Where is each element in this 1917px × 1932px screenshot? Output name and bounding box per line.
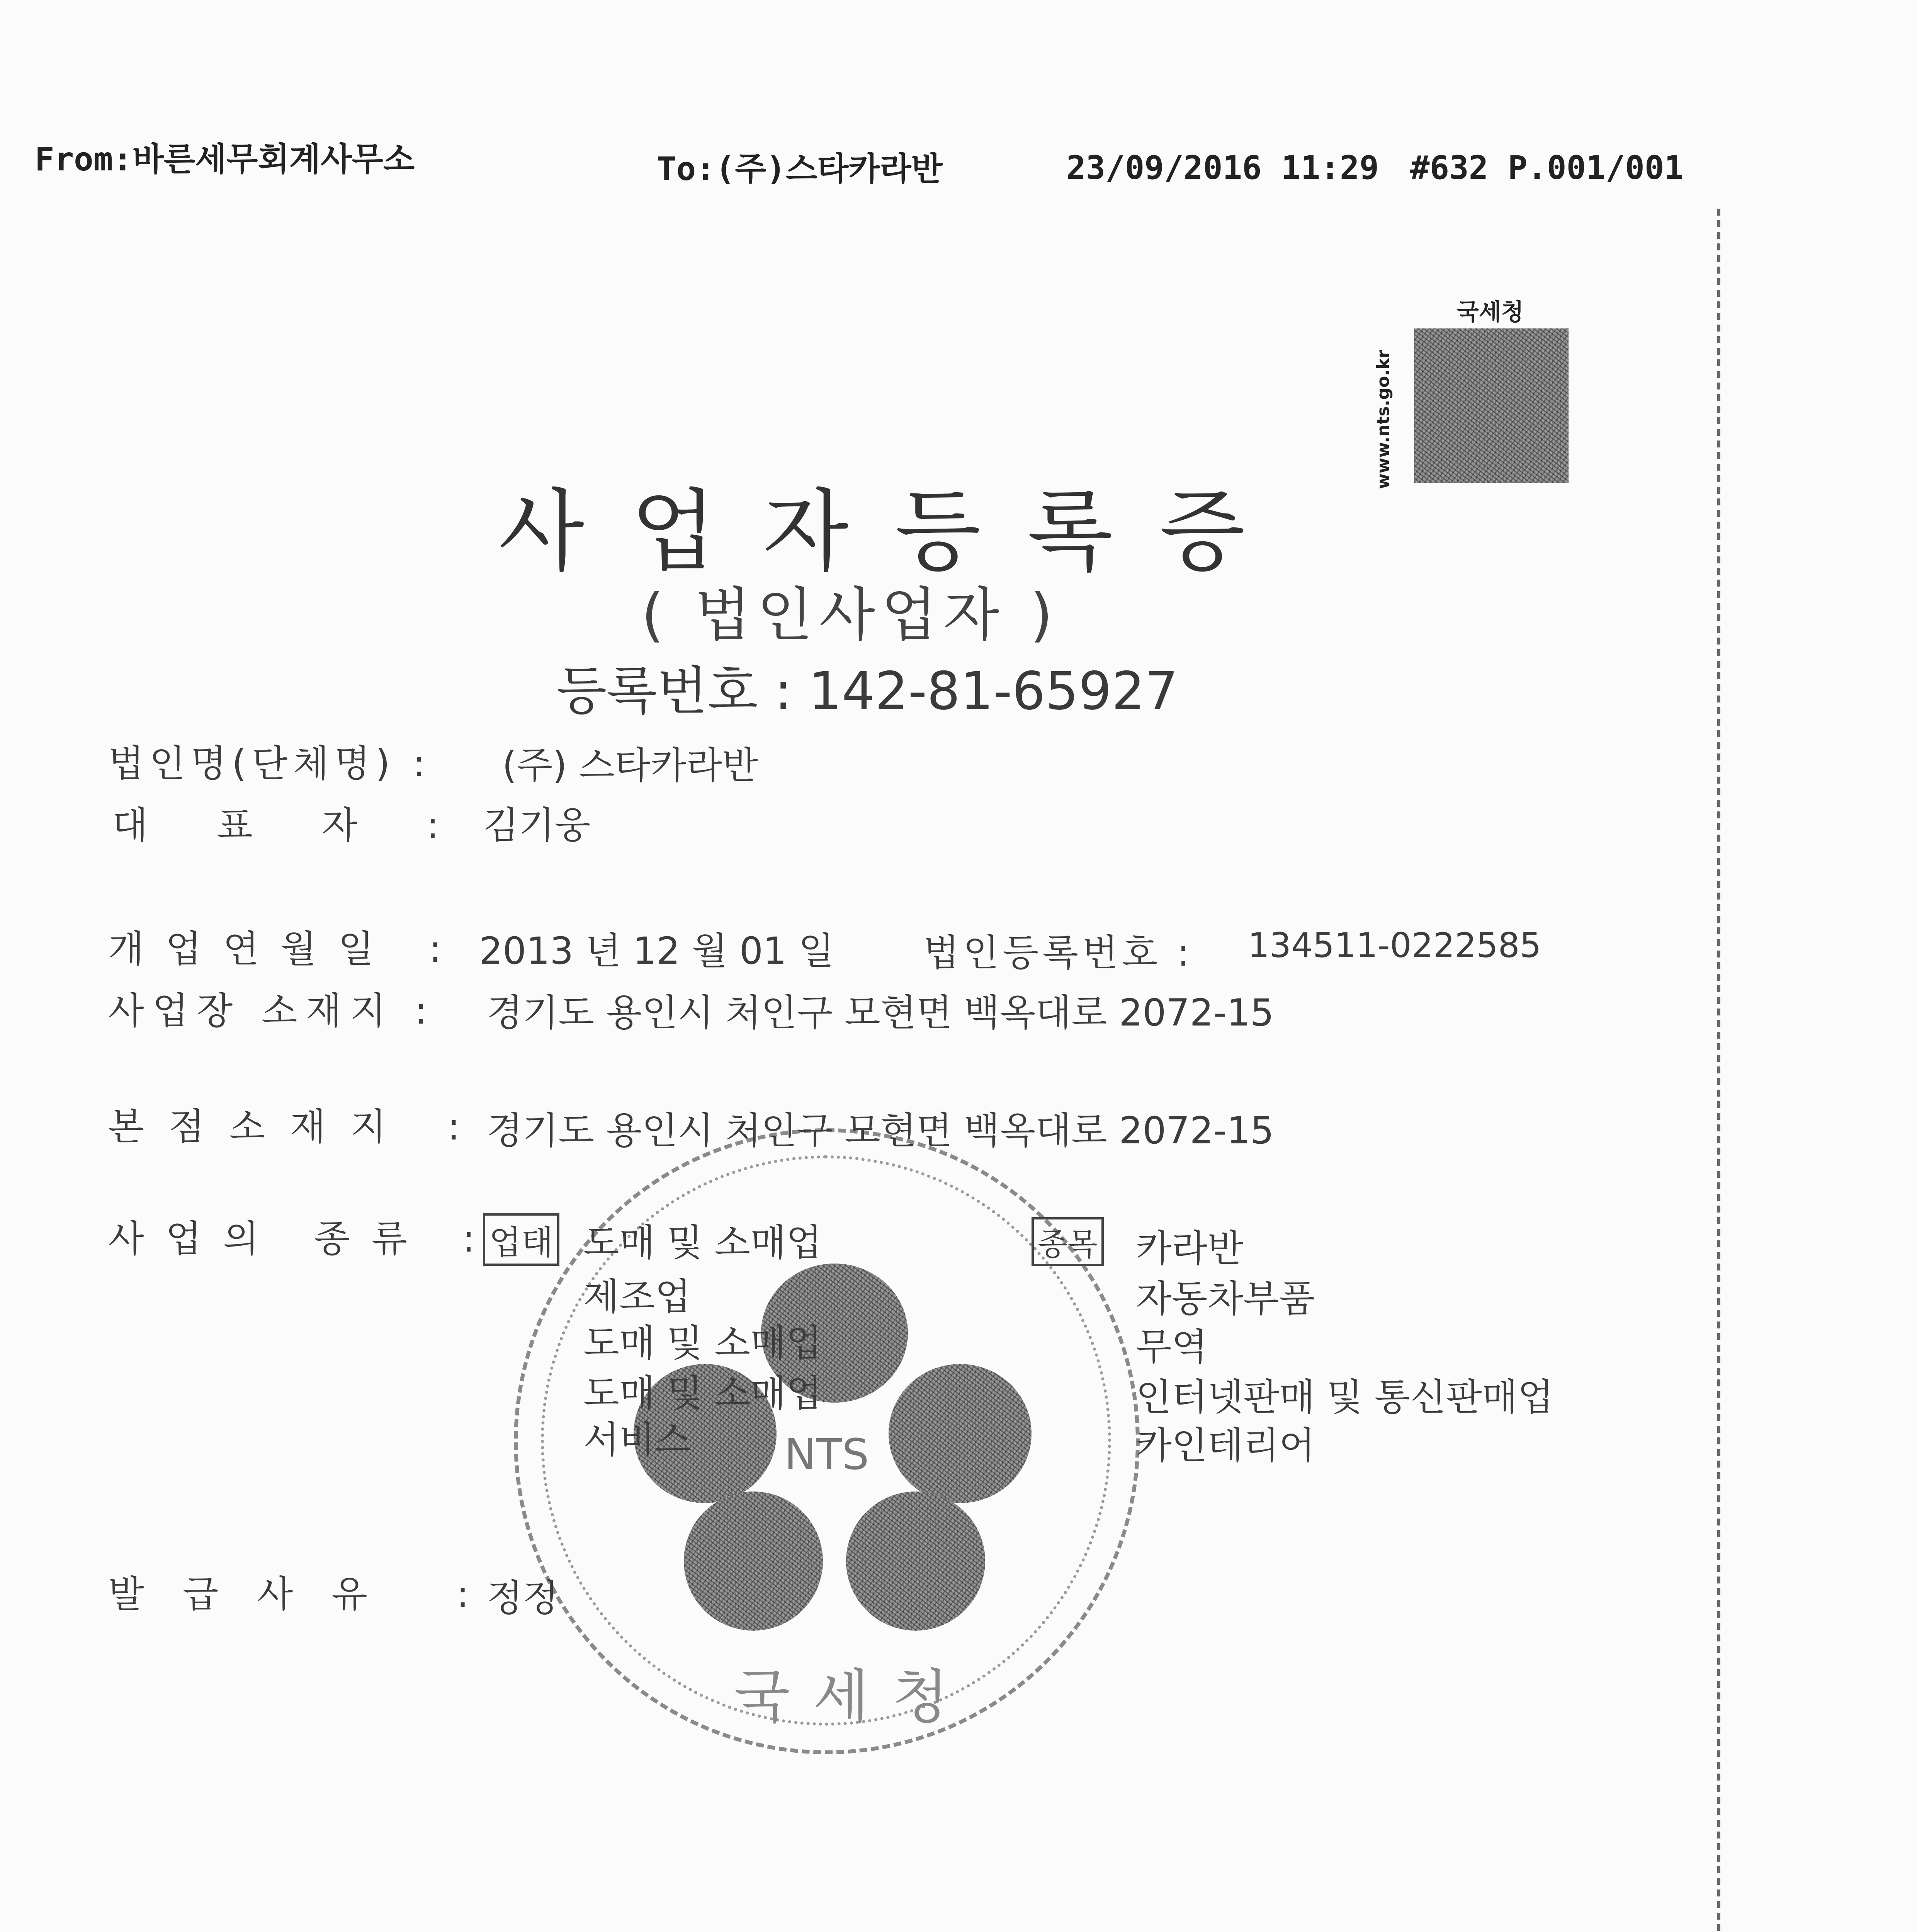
biz-address-label: 사업장 소재지 : xyxy=(108,989,436,1032)
business-type-1: 도매 및 소매업 xyxy=(583,1221,822,1264)
fax-from: From:바른세무회계사무소 xyxy=(35,140,415,178)
fax-page: #632 P.001/001 xyxy=(1410,149,1684,187)
ceo-label: 대 표 자 : xyxy=(112,804,468,847)
business-type-2: 제조업 xyxy=(583,1275,691,1318)
open-date-label: 개업연월일 : xyxy=(108,927,463,971)
qr-url: www.nts.go.kr xyxy=(1373,350,1393,489)
item-2: 자동차부품 xyxy=(1136,1277,1315,1320)
item-1: 카라반 xyxy=(1136,1227,1244,1270)
ceo-name: 김기웅 xyxy=(483,804,591,847)
corp-name: (주) 스타카라반 xyxy=(502,744,758,787)
reg-number: 142-81-65927 xyxy=(808,661,1178,721)
issue-reason-label: 발급사유 : xyxy=(108,1573,508,1616)
watermark-latin: NTS xyxy=(784,1430,869,1479)
item-5: 카인테리어 xyxy=(1136,1424,1315,1467)
item-tag: 종목 xyxy=(1032,1217,1104,1266)
business-type-4: 도매 및 소매업 xyxy=(583,1372,822,1415)
blossom-petal-bottom-right xyxy=(846,1492,985,1631)
qr-agency-label: 국세청 xyxy=(1456,299,1524,326)
blossom-petal-right xyxy=(889,1364,1032,1503)
biz-type-label: 사업의 종류 : xyxy=(108,1217,497,1260)
hq-address-label: 본점소재지 : xyxy=(108,1105,485,1148)
open-date: 2013 년 12 월 01 일 xyxy=(479,929,834,973)
item-3: 무역 xyxy=(1136,1325,1208,1369)
blossom-petal-bottom-left xyxy=(684,1492,823,1631)
document-subtitle: ( 법인사업자 ) xyxy=(641,582,1059,649)
reg-number-label: 등록번호 : xyxy=(556,661,792,721)
biz-address: 경기도 용인시 처인구 모현면 백옥대로 2072-15 xyxy=(487,991,1274,1034)
qr-block xyxy=(1368,294,1584,495)
corp-name-label: 법인명(단체명) : xyxy=(108,742,431,785)
item-4: 인터넷판매 및 통신판매업 xyxy=(1136,1376,1554,1419)
qr-code xyxy=(1414,328,1569,483)
business-tag: 업태 xyxy=(483,1213,559,1266)
hq-address: 경기도 용인시 처인구 모현면 백옥대로 2072-15 xyxy=(487,1109,1274,1152)
business-type-5: 서비스 xyxy=(583,1418,691,1461)
business-type-3: 도매 및 소매업 xyxy=(583,1321,822,1365)
fax-to: To:(주)스타카라반 xyxy=(657,150,943,188)
watermark-text: 국세청 xyxy=(734,1663,972,1731)
document-title: 사업자등록증 xyxy=(498,480,1292,583)
corp-reg-number: 134511-0222585 xyxy=(1248,925,1541,965)
corp-reg-label: 법인등록번호 : xyxy=(923,931,1194,975)
issue-reason: 정정 xyxy=(487,1577,559,1620)
fax-datetime: 23/09/2016 11:29 xyxy=(1066,149,1379,187)
page-edge-line xyxy=(1717,209,1720,1932)
reg-number-row xyxy=(556,649,1178,724)
